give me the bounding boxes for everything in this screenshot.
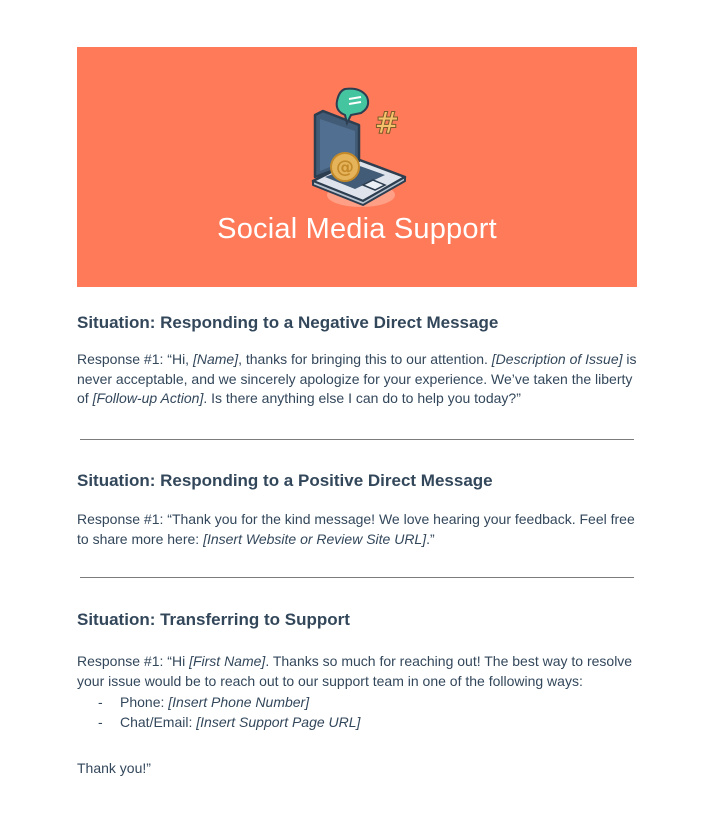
response-label: Response #1: (77, 511, 164, 527)
placeholder-first-name: [First Name] (189, 653, 266, 669)
response-text: Response #1: “Hi, [Name], thanks for bringing this to our attention. [Description of Issue] is never acceptable, and we sincerely apologize for your experience. We’ve taken the liberty of [Follow-up Action]. Is there anything else I can do to help you today?” (77, 351, 637, 406)
placeholder-name: [Name] (192, 351, 239, 367)
svg-text:@: @ (336, 157, 354, 178)
section-heading: Situation: Responding to a Negative Direct Message (77, 313, 499, 332)
list-item-chat-email: - Chat/Email: [Insert Support Page URL] (98, 713, 361, 730)
section-divider (80, 577, 634, 578)
laptop-social-illustration-icon (305, 85, 409, 213)
response-text: Response #1: “Thank you for the kind message! We love hearing your feedback. Feel free to share more here: [Insert Website or Review Site URL].” (77, 511, 635, 547)
contact-options-list (77, 693, 642, 732)
header-banner (77, 47, 637, 287)
section-divider (80, 439, 634, 440)
placeholder-review-url: [Insert Website or Review Site URL] (203, 530, 427, 547)
svg-text:#: # (374, 106, 400, 141)
page-title: Social Media Support (217, 213, 497, 245)
section-negative-dm (77, 313, 642, 409)
response-label: Response #1: (77, 351, 164, 367)
response-label: Response #1: (77, 653, 164, 669)
closing-text: Thank you!” (77, 760, 151, 776)
placeholder-follow-up: [Follow-up Action] (92, 390, 204, 406)
section-heading: Situation: Transferring to Support (77, 610, 350, 629)
placeholder-description: [Description of Issue] (491, 351, 623, 367)
section-heading: Situation: Responding to a Positive Direct Message (77, 471, 493, 490)
section-transfer-support (77, 610, 642, 779)
list-item-phone: - Phone: [Insert Phone Number] (98, 694, 310, 710)
section-positive-dm (77, 471, 642, 549)
response-text: Response #1: “Hi [First Name]. Thanks so much for reaching out! The best way to resolve your issue would be to reach out to our support team in one of the following ways: (77, 653, 633, 689)
